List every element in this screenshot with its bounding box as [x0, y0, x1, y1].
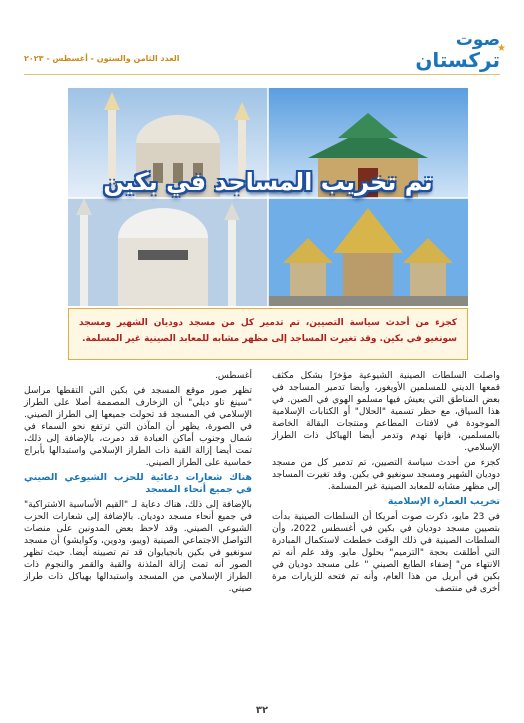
paragraph: أغسطس. — [215, 371, 252, 381]
logo-line-2: تركستان — [415, 48, 500, 72]
paragraph: كجزء من أحدث سياسة التصيين، تم تدمير كل من مسجد دوديان الشهير ومسجد سونغيو في بكين. وقد تغيرت المساجد إلى مظهر مشابه للمعابد الصينية غير المسلمة. — [272, 458, 500, 492]
hero-title: تم تخريب المساجد في بكين — [103, 168, 433, 196]
left-column — [24, 370, 252, 598]
right-column — [272, 370, 500, 598]
hero-image — [68, 88, 468, 306]
paragraph: تظهر صور موقع المسجد في بكين التي التقطها مراسل "سينغ تاو ديلي" أن الزخارف المصممة أصلا على الطراز الإسلامي في المسجد قد تحولت جميعها إلى الطراز الصيني. في الصورة، يظهر أن المآذن التي ترتفع نحو السماء في شمال وجنوب أماكن العبادة قد دمرت، بالإضافة إلى ذلك، تمت أيضا إزالة القبة ذات الطراز الإسلامي واستبدالها بأبراج خماسية على الطراز الصيني. — [24, 386, 252, 468]
mosque-photos-illustration — [68, 88, 468, 306]
issue-label: العدد الثامن والستون - أغسطس - ٢٠٢٣ — [24, 54, 180, 63]
magazine-logo — [415, 30, 506, 72]
paragraph: واصلت السلطات الصينية الشيوعية مؤخرًا بشكل مكثف قمعها الديني للمسلمين الأويغور، وأيضا تدمير المساجد في بعض المناطق التي يعيش فيها مسلمو الهوي في الصين. في هذا السياق، مع حظر تسمية "الحلال" أو الكتابات الإسلامية الموجودة في لافتات المطاعم ومنتجات البقالة الخاصة بالمسلمين، فإنها تهدم وتدمر أيضا الهياكل ذات الطراز الإسلامي. — [272, 371, 500, 453]
paragraph: بالإضافة إلى ذلك، هناك دعاية لـ "القيم الأساسية الاشتراكية" في جميع أنحاء مسجد دوديان. بالإضافة إلى شعارات الحزب الشيوعي الصيني. وقد لاحظ بعض المدونين على منصات التواصل الاجتماعي الصينية (ويبو، ودوين، وكوايشو) أن مسجد سونغيو في بكين بانجيايوان قد تم تصيينه أيضا. حيث تظهر الصور أنه تمت إزالة المئذنة والقبة والقمر والنجوم ذات الطراز الإسلامي من المسجد واستبدالها بهياكل ذات طراز صيني. — [24, 500, 252, 594]
logo-line-1: صوت — [455, 30, 500, 50]
page-header — [0, 0, 524, 80]
star-icon: ★ — [497, 43, 506, 54]
header-divider — [24, 74, 500, 75]
section-heading: تخريب العمارة الإسلامية — [387, 496, 500, 507]
section-heading: هناك شعارات دعائية للحزب الشيوعي الصيني في جميع أنحاء المسجد — [24, 472, 252, 495]
caption-box: كجزء من أحدث سياسة التصيين، تم تدمير كل من مسجد دوديان الشهير ومسجد سونغيو في بكين. وقد تغيرت المساجد إلى مظهر مشابه للمعابد الصينية غير المسلمة. — [68, 308, 468, 360]
page-number: ٣٢ — [255, 705, 269, 716]
paragraph: في 23 مايو، ذكرت صوت أمريكا أن السلطات الصينية بدأت بتصيين مسجد دوديان في بكين في أغسطس 2022، وأن السلطات الصينية في ذلك الوقت خططت لاستكمال المبادرة التي أطلقت بحجة "الترميم" بحلول مايو. وقد علم أنه تم الانتهاء من" إضفاء الطابع الصيني " على مسجد دوديان في بكين في أبريل من هذا العام، وأنه تم فتحه للزيارات مرة أخرى في منتصف — [272, 512, 500, 594]
